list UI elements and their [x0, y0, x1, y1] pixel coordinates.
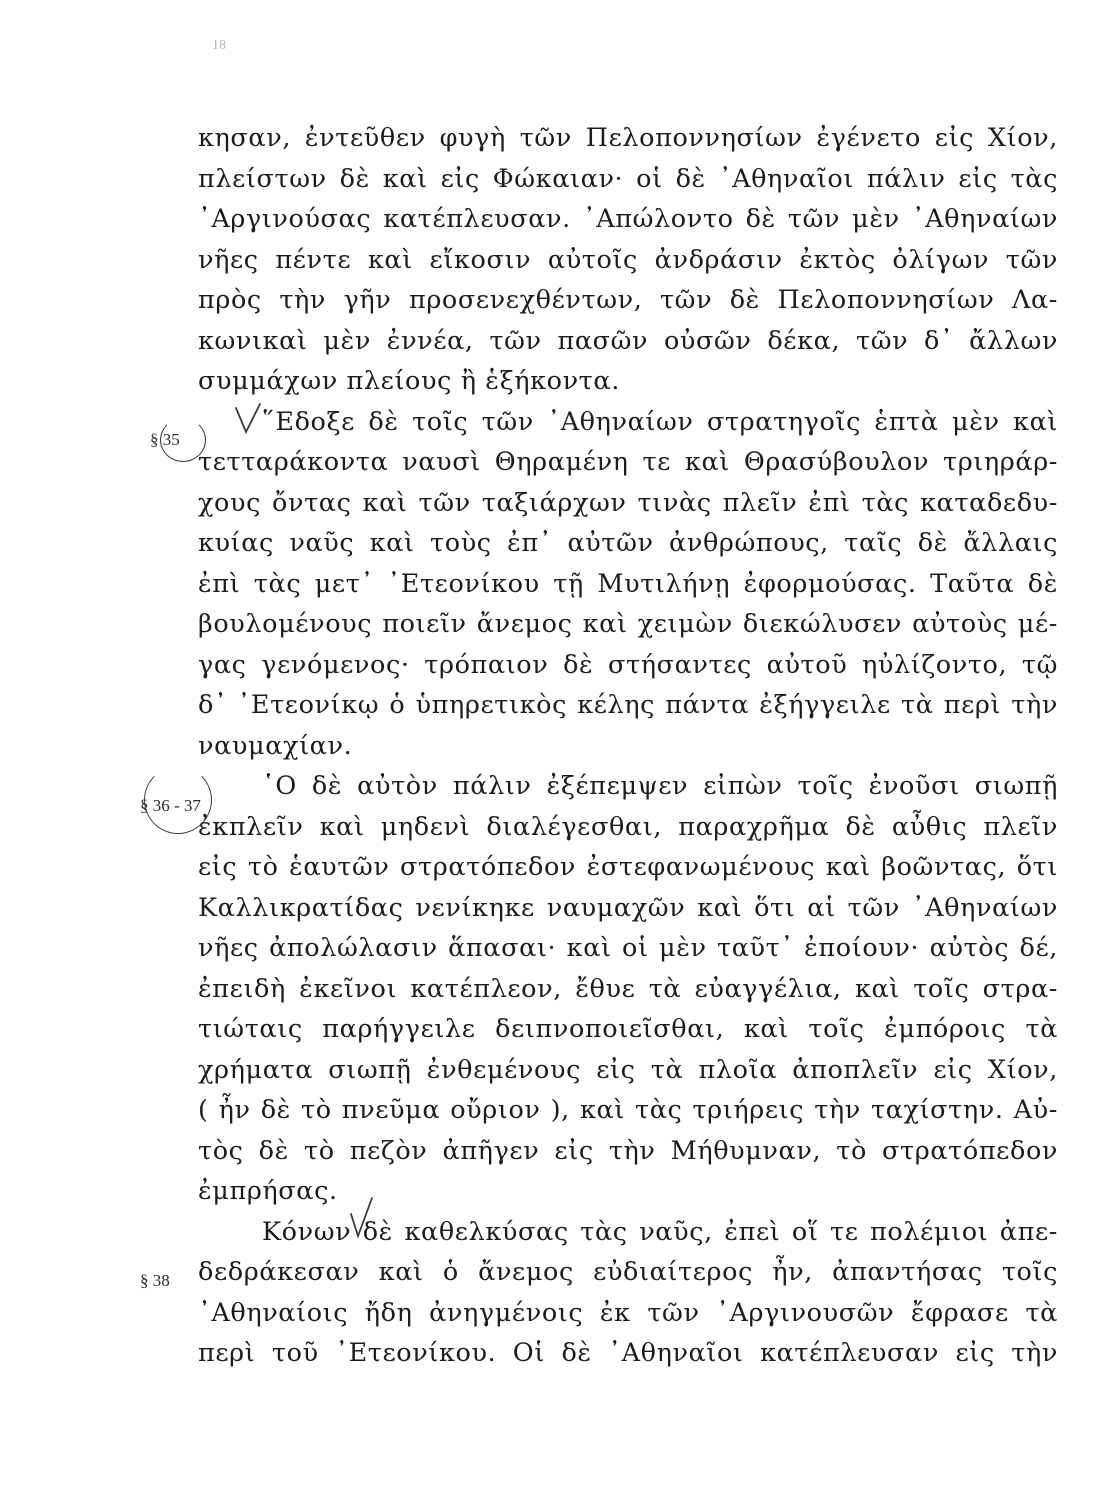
- text-line: τὸς δὲ τὸ πεζὸν ἀπῆγεν εἰς τὴν Μήθυμναν, τὸ στρατόπεδον: [198, 1135, 1058, 1166]
- text-line: τιώταις παρήγγειλε δειπνοποιεῖσθαι, καὶ τοῖς ἐμπόροις τὰ: [198, 1014, 1058, 1044]
- text-line: ναυμαχίαν.: [198, 730, 353, 761]
- section-marker-36-37: § 36 - 37: [140, 796, 201, 815]
- body-text: [198, 118, 1058, 1374]
- text-line: βουλομένους ποιεῖν ἄνεμος καὶ χειμὼν διεκώλυσεν αὐτοὺς μέ-: [198, 609, 1058, 639]
- handwritten-check-icon: [234, 402, 264, 436]
- text-line: ᾿Αθηναίοις ἤδη ἀνηγμένοις ἐκ τῶν ᾿Αργινουσῶν ἔφρασε τὰ: [198, 1297, 1058, 1328]
- text-line: Κόνων δὲ καθελκύσας τὰς ναῦς, ἐπεὶ οἵ τε πολέμιοι ἀπε-: [262, 1216, 1058, 1247]
- text-line: ἐπὶ τὰς μετ᾿ ᾿Ετεονίκου τῇ Μυτιλήνῃ ἐφορμούσας. Ταῦτα δὲ: [198, 568, 1058, 599]
- handwritten-check-icon: [348, 1196, 376, 1240]
- text-line: ᾿Αργινούσας κατέπλευσαν. ᾿Απώλοντο δὲ τῶν μὲν ᾿Αθηναίων: [198, 204, 1058, 234]
- text-line: ἐπειδὴ ἐκεῖνοι κατέπλεον, ἔθυε τὰ εὐαγγέλια, καὶ τοῖς στρα-: [198, 973, 1058, 1004]
- text-line: νῆες πέντε καὶ εἴκοσιν αὐτοῖς ἀνδράσιν ἐκτὸς ὀλίγων τῶν: [198, 244, 1058, 275]
- text-line: χρήματα σιωπῇ ἐνθεμένους εἰς τὰ πλοῖα ἀποπλεῖν εἰς Χίον,: [198, 1054, 1058, 1085]
- text-line: δεδράκεσαν καὶ ὁ ἄνεμος εὐδιαίτερος ἦν, ἀπαντήσας τοῖς: [198, 1257, 1058, 1287]
- text-line: συμμάχων πλείους ἢ ἑξήκοντα.: [198, 366, 620, 396]
- text-line: ἐμπρήσας.: [198, 1176, 338, 1206]
- text-line: πρὸς τὴν γῆν προσενεχθέντων, τῶν δὲ Πελοποννησίων Λα-: [198, 285, 1058, 315]
- text-line: ῞Εδοξε δὲ τοῖς τῶν ᾿Αθηναίων στρατηγοῖς ἑπτὰ μὲν καὶ: [262, 406, 1058, 437]
- text-line: Καλλικρατίδας νενίκηκε ναυμαχῶν καὶ ὅτι αἱ τῶν ᾿Αθηναίων: [198, 892, 1058, 923]
- text-line: κωνικαὶ μὲν ἐννέα, τῶν πασῶν οὐσῶν δέκα, τῶν δ᾿ ἄλλων: [198, 325, 1058, 356]
- text-line: πλείστων δὲ καὶ εἰς Φώκαιαν· οἱ δὲ ᾿Αθηναῖοι πάλιν εἰς τὰς: [198, 163, 1058, 194]
- handwritten-circle-mark: [144, 766, 212, 834]
- text-line: δ᾿ ᾿Ετεονίκῳ ὁ ὑπηρετικὸς κέλης πάντα ἐξήγγειλε τὰ περὶ τὴν: [198, 690, 1058, 720]
- text-line: εἰς τὸ ἑαυτῶν στρατόπεδον ἐστεφανωμένους καὶ βοῶντας, ὅτι: [198, 852, 1058, 882]
- text-line: ῾Ο δὲ αὐτὸν πάλιν ἐξέπεμψεν εἰπὼν τοῖς ἐνοῦσι σιωπῇ: [262, 771, 1058, 801]
- text-line: τετταράκοντα ναυσὶ Θηραμένη τε καὶ Θρασύβουλον τριηράρ-: [198, 447, 1058, 477]
- text-line: γας γενόμενος· τρόπαιον δὲ στήσαντες αὐτοῦ ηὐλίζοντο, τῷ: [198, 649, 1058, 680]
- text-line: χους ὄντας καὶ τῶν ταξιάρχων τινὰς πλεῖν ἐπὶ τὰς καταδεδυ-: [198, 487, 1058, 518]
- section-marker-38: § 38: [140, 1271, 170, 1290]
- text-line: ἐκπλεῖν καὶ μηδενὶ διαλέγεσθαι, παραχρῆμα δὲ αὖθις πλεῖν: [198, 811, 1058, 842]
- handwritten-circle-mark: [160, 418, 206, 462]
- text-line: νῆες ἀπολώλασιν ἅπασαι· καὶ οἱ μὲν ταῦτ᾿ ἐποίουν· αὐτὸς δέ,: [198, 933, 1058, 963]
- page-number: 18: [212, 38, 226, 53]
- section-marker-35: § 35: [150, 430, 180, 449]
- text-line: ( ἦν δὲ τὸ πνεῦμα οὔριον ), καὶ τὰς τριήρεις τὴν ταχίστην. Αὐ-: [198, 1095, 1058, 1125]
- text-line: κυίας ναῦς καὶ τοὺς ἐπ᾿ αὐτῶν ἀνθρώπους, ταῖς δὲ ἄλλαις: [198, 528, 1058, 558]
- text-line: κησαν, ἐντεῦθεν φυγὴ τῶν Πελοποννησίων ἐγένετο εἰς Χίον,: [198, 123, 1058, 153]
- text-line: περὶ τοῦ ᾿Ετεονίκου. Οἱ δὲ ᾿Αθηναῖοι κατέπλευσαν εἰς τὴν: [198, 1338, 1058, 1368]
